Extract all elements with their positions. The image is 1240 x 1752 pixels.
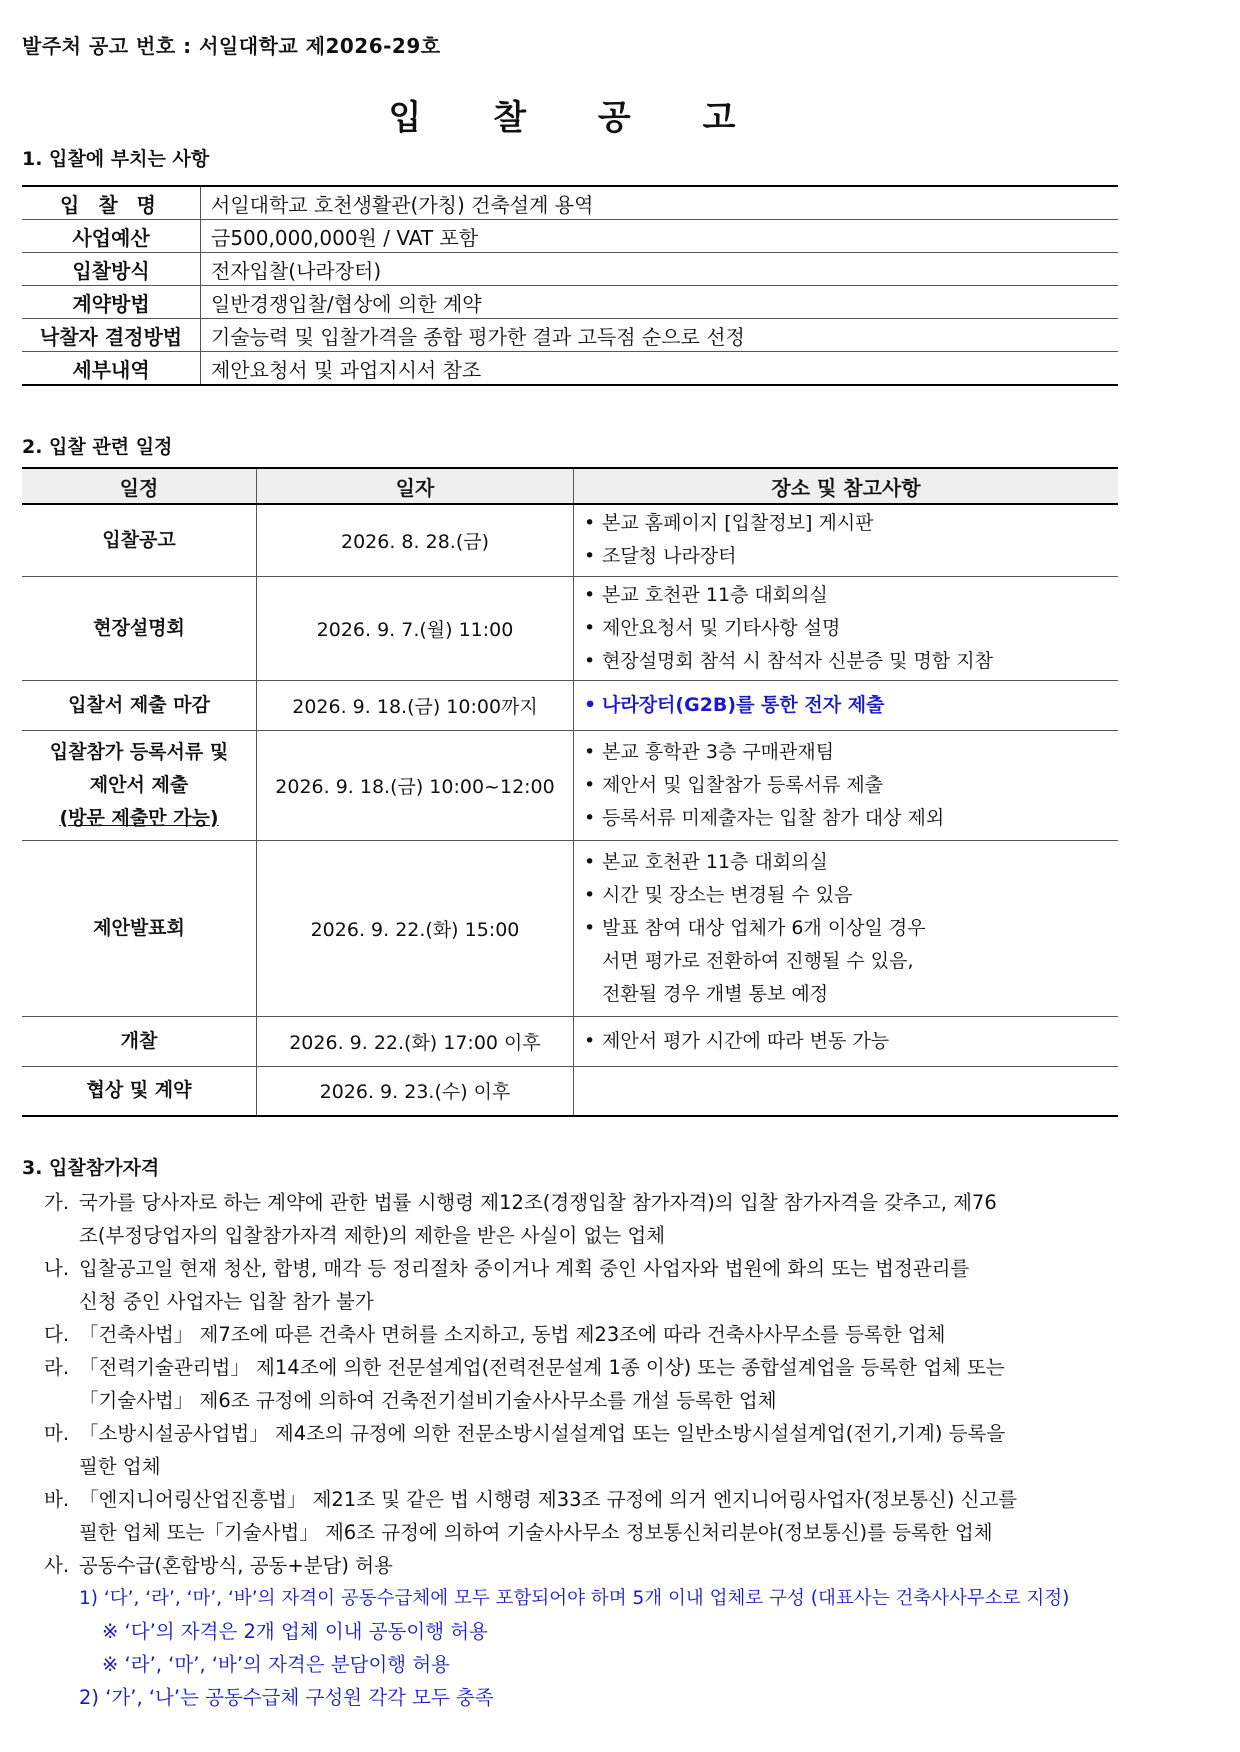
note-item: • 조달청 나라장터 <box>580 540 1112 573</box>
event-name: 현장설명회 <box>93 616 185 639</box>
event-name: 입찰서 제출 마감 <box>68 693 210 716</box>
row-value: 서일대학교 호천생활관(가칭) 건축설계 용역 <box>201 186 1119 220</box>
item-line: 「소방시설공사업법」 제4조의 규정에 의한 전문소방시설설계업 또는 일반소방시설설계업(전기,기계) 등록을 <box>79 1422 1006 1445</box>
list-item <box>44 1417 1134 1483</box>
row-value: 제안요청서 및 과업지시서 참조 <box>211 357 482 382</box>
table-row <box>22 220 1118 253</box>
event-cell <box>22 730 257 840</box>
item-line: 「건축사법」 제7조에 따른 건축사 면허를 소지하고, 동법 제23조에 따라 건축사사무소를 등록한 업체 <box>79 1323 946 1346</box>
notice-number: 발주처 공고 번호 : 서일대학교 제2026-29호 <box>22 34 441 58</box>
event-name: 제안발표회 <box>93 916 185 939</box>
table-row <box>22 576 1118 680</box>
notes-cell <box>574 576 1119 680</box>
item-marker: 다. <box>44 1323 70 1346</box>
item-line: 「기술사법」 제6조 규정에 의하여 건축전기설비기술사사무소를 개설 등록한 업체 <box>79 1389 777 1412</box>
table-row <box>22 1016 1118 1066</box>
item-marker: 라. <box>44 1356 70 1379</box>
notes-cell <box>574 840 1119 1016</box>
table-row <box>22 253 1118 286</box>
section3-heading: 3. 입찰참가자격 <box>22 1157 160 1179</box>
row-label: 낙찰자 결정방법 <box>22 319 201 352</box>
row-label: 세부내역 <box>22 352 201 386</box>
note-item: • 본교 홈페이지 [입찰정보] 게시판 <box>580 507 1112 540</box>
note-item: • 현장설명회 참석 시 참석자 신분증 및 명함 지참 <box>580 645 1112 678</box>
schedule-table <box>22 467 1118 1117</box>
column-header: 일자 <box>257 468 574 504</box>
item-line: 필한 업체 <box>79 1455 161 1478</box>
item-line: 입찰공고일 현재 청산, 합병, 매각 등 정리절차 중이거나 계획 중인 사업자와 법원에 화의 또는 법정관리를 <box>79 1257 970 1280</box>
event-cell <box>22 680 257 730</box>
table-row <box>22 680 1118 730</box>
event-cell <box>22 504 257 576</box>
date-cell: 2026. 9. 7.(월) 11:00 <box>257 576 574 680</box>
event-cell <box>22 1066 257 1116</box>
item-line: 공동수급(혼합방식, 공동+분담) 허용 <box>79 1554 393 1577</box>
item-marker: 바. <box>44 1488 70 1511</box>
table-row <box>22 286 1118 319</box>
page-title: 입 찰 공 고 <box>388 98 766 138</box>
item-line: 필한 업체 또는「기술사법」 제6조 규정에 의하여 기술사사무소 정보통신처리분야(정보통신)를 등록한 업체 <box>79 1521 993 1544</box>
table-row <box>22 840 1118 1016</box>
item-marker: 사. <box>44 1554 70 1577</box>
event-name: 협상 및 계약 <box>86 1079 192 1102</box>
note-item: • 시간 및 장소는 변경될 수 있음 <box>580 879 1112 912</box>
row-label: 입찰방식 <box>22 253 201 286</box>
list-item <box>44 1483 1134 1549</box>
table-row <box>22 186 1118 220</box>
note-item: • 본교 흥학관 3층 구매관재팀 <box>580 736 1112 769</box>
notes-cell <box>574 1016 1119 1066</box>
table-row <box>22 730 1118 840</box>
event-note: (방문 제출만 가능) <box>59 806 219 829</box>
date-cell: 2026. 8. 28.(금) <box>257 504 574 576</box>
sub-item-note: ※ ‘라’, ‘마’, ‘바’의 자격은 분담이행 허용 <box>102 1653 450 1676</box>
list-item <box>44 1186 1134 1252</box>
item-marker: 나. <box>44 1257 70 1280</box>
note-item: 전환될 경우 개별 통보 예정 <box>602 982 829 1005</box>
event-cell <box>22 840 257 1016</box>
item-marker: 가. <box>44 1191 70 1214</box>
date-cell: 2026. 9. 22.(화) 15:00 <box>257 840 574 1016</box>
row-label: 사업예산 <box>22 220 201 253</box>
column-header: 일정 <box>22 468 257 504</box>
table-row <box>22 352 1118 386</box>
item-line: 「엔지니어링산업진흥법」 제21조 및 같은 법 시행령 제33조 규정에 의거 엔지니어링사업자(정보통신) 신고를 <box>79 1488 1018 1511</box>
note-item: • 본교 호천관 11층 대회의실 <box>580 579 1112 612</box>
sub-item: 2) ‘가’, ‘나’는 공동수급체 구성원 각각 모두 충족 <box>79 1686 494 1709</box>
column-header: 장소 및 참고사항 <box>574 468 1119 504</box>
event-cell <box>22 576 257 680</box>
qualifications-list <box>44 1186 1134 1714</box>
list-item <box>44 1252 1134 1318</box>
date-cell: 2026. 9. 22.(화) 17:00 이후 <box>257 1016 574 1066</box>
note-item: • 본교 호천관 11층 대회의실 <box>580 846 1112 879</box>
note-item: • 나라장터(G2B)를 통한 전자 제출 <box>580 689 1112 722</box>
table-header-row <box>22 468 1118 504</box>
row-value: 일반경쟁입찰/협상에 의한 계약 <box>201 286 1119 319</box>
row-label: 계약방법 <box>22 286 201 319</box>
item-line: 국가를 당사자로 하는 계약에 관한 법률 시행령 제12조(경쟁입찰 참가자격)의 입찰 참가자격을 갖추고, 제76 <box>79 1191 997 1214</box>
event-name: 입찰참가 등록서류 및 <box>49 740 229 763</box>
sub-item: 1) ‘다’, ‘라’, ‘마’, ‘바’의 자격이 공동수급체에 모두 포함되어야 하며 5개 이내 업체로 구성 (대표사는 건축사사무소로 지정) <box>79 1588 1070 1609</box>
note-item: • 제안요청서 및 기타사항 설명 <box>580 612 1112 645</box>
event-name: 제안서 제출 <box>89 773 189 796</box>
table-row <box>22 319 1118 352</box>
row-value: 기술능력 및 입찰가격을 종합 평가한 결과 고득점 순으로 선정 <box>201 319 1119 352</box>
table-row <box>22 504 1118 576</box>
note-item: 서면 평가로 전환하여 진행될 수 있음, <box>602 949 914 972</box>
notes-cell <box>574 680 1119 730</box>
event-name: 입찰공고 <box>102 528 176 551</box>
item-marker: 마. <box>44 1422 70 1445</box>
section1-heading: 1. 입찰에 부치는 사항 <box>22 148 210 170</box>
date-cell: 2026. 9. 23.(수) 이후 <box>257 1066 574 1116</box>
date-cell: 2026. 9. 18.(금) 10:00까지 <box>257 680 574 730</box>
item-line: 신청 중인 사업자는 입찰 참가 불가 <box>79 1290 374 1313</box>
note-item: • 제안서 평가 시간에 따라 변동 가능 <box>580 1025 1112 1058</box>
notes-cell <box>574 504 1119 576</box>
list-item <box>44 1318 1134 1351</box>
event-cell <box>22 1016 257 1066</box>
row-value: 금500,000,000원 / VAT 포함 <box>201 220 1119 253</box>
list-item <box>44 1549 1134 1582</box>
note-item: • 발표 참여 대상 업체가 6개 이상일 경우 <box>580 912 1112 945</box>
row-label: 입 찰 명 <box>22 186 201 220</box>
item-line: 「전력기술관리법」 제14조에 의한 전문설계업(전력전문설계 1종 이상) 또는 종합설계업을 등록한 업체 또는 <box>79 1356 1005 1379</box>
bid-summary-table <box>22 185 1118 386</box>
table-row <box>22 1066 1118 1116</box>
note-item: • 제안서 및 입찰참가 등록서류 제출 <box>580 769 1112 802</box>
item-line: 조(부정당업자의 입찰참가자격 제한)의 제한을 받은 사실이 없는 업체 <box>79 1224 666 1247</box>
notes-cell <box>574 730 1119 840</box>
notes-cell <box>574 1066 1119 1116</box>
event-name: 개찰 <box>120 1029 158 1052</box>
list-item <box>44 1351 1134 1417</box>
section2-heading: 2. 입찰 관련 일정 <box>22 436 173 458</box>
date-cell: 2026. 9. 18.(금) 10:00~12:00 <box>257 730 574 840</box>
sub-item-note: ※ ‘다’의 자격은 2개 업체 이내 공동이행 허용 <box>102 1620 488 1643</box>
note-item: • 등록서류 미제출자는 입찰 참가 대상 제외 <box>580 802 1112 835</box>
row-value: 전자입찰(나라장터) <box>201 253 1119 286</box>
